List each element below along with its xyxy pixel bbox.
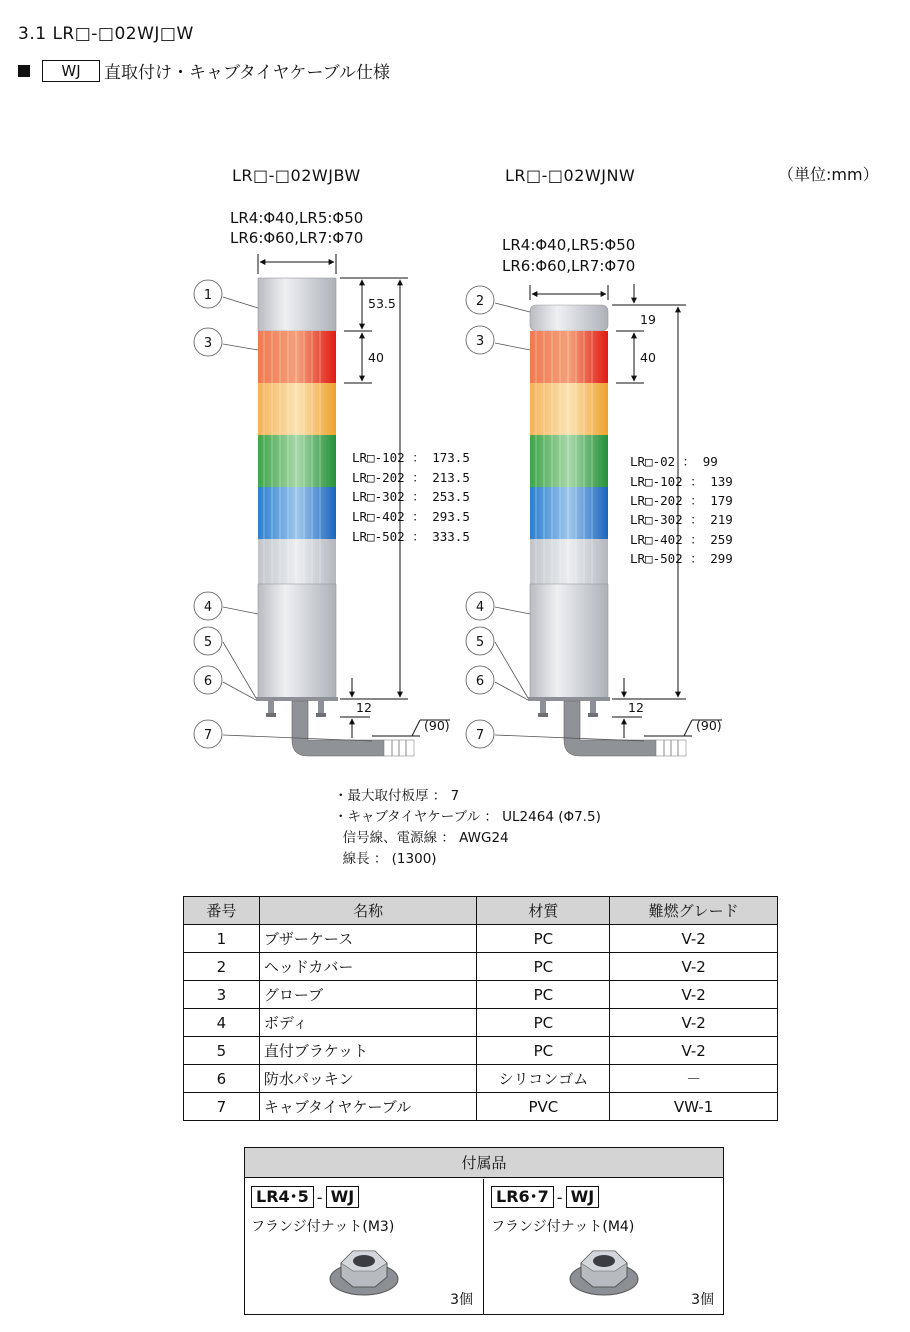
- right-height-1: LR□-02 ： 99: [630, 454, 718, 469]
- callout-4: 4: [203, 600, 213, 615]
- left-height-4: LR□-402 ： 293.5: [352, 509, 470, 524]
- right-tower: [528, 305, 686, 756]
- body: [258, 584, 336, 699]
- accessory-qty: 3個: [450, 1292, 473, 1308]
- table-row: 1 ブザーケース PC V-2: [184, 925, 778, 953]
- accessories-box: [244, 1147, 724, 1315]
- left-dim-cable: (90): [424, 718, 450, 733]
- parts-table: [183, 896, 778, 1121]
- callout-3: 3: [203, 336, 213, 351]
- accessory-qty: 3個: [691, 1292, 714, 1308]
- callout-6: 6: [475, 674, 485, 689]
- table-header-row: [184, 897, 778, 925]
- buzzer-case: [258, 278, 336, 331]
- left-dim-bottom: 12: [356, 700, 372, 715]
- table-row: 6 防水パッキン シリコンゴム －: [184, 1065, 778, 1093]
- tier-green: [258, 435, 336, 487]
- tier-clear: [258, 539, 336, 584]
- tier-blue: [258, 487, 336, 539]
- callout-3: 3: [475, 334, 485, 349]
- table-row: 5 直付ブラケット PC V-2: [184, 1037, 778, 1065]
- accessory-desc: フランジ付ナット(M3): [251, 1219, 395, 1235]
- left-drawing-title: LR□-□02WJBW: [232, 166, 361, 185]
- right-dia-1: LR4:Φ40,LR5:Φ50: [502, 236, 636, 254]
- accessory-item: [485, 1179, 724, 1315]
- header-number: 番号: [184, 897, 260, 925]
- right-height-5: LR□-402 ： 259: [630, 532, 733, 547]
- accessory-desc: フランジ付ナット(M4): [491, 1219, 635, 1235]
- flange-nut-icon: [567, 1241, 641, 1299]
- note-line: ・キャブタイヤケーブル ： UL2464 (Φ7.5): [334, 809, 601, 825]
- right-dim-bottom: 12: [628, 700, 644, 715]
- callout-5: 5: [475, 635, 485, 650]
- right-height-2: LR□-102 ： 139: [630, 474, 733, 489]
- left-height-5: LR□-502 ： 333.5: [352, 529, 470, 544]
- table-row: 3 グローブ PC V-2: [184, 981, 778, 1009]
- left-dia-1: LR4:Φ40,LR5:Φ50: [230, 209, 364, 227]
- right-drawing-title: LR□-□02WJNW: [505, 166, 636, 185]
- header-name: 名称: [259, 897, 477, 925]
- callout-6: 6: [203, 674, 213, 689]
- note-line: 線長 ： (1300): [334, 851, 437, 867]
- callout-7: 7: [475, 728, 485, 743]
- note-line: ・最大取付板厚 ： 7: [334, 788, 460, 804]
- left-height-3: LR□-302 ： 253.5: [352, 489, 470, 504]
- accessories-title: 付属品: [245, 1148, 723, 1178]
- flange-nut-icon: [327, 1241, 401, 1299]
- right-dim-top: 19: [640, 312, 656, 327]
- callout-7: 7: [203, 728, 213, 743]
- left-dia-2: LR6:Φ60,LR7:Φ70: [230, 229, 364, 247]
- right-dim-cable: (90): [696, 718, 722, 733]
- header-material: 材質: [477, 897, 610, 925]
- header-flame-grade: 難燃グレード: [610, 897, 778, 925]
- note-line: 信号線、電源線 ： AWG24: [334, 830, 509, 846]
- left-dim-top: 53.5: [368, 296, 396, 311]
- right-dia-2: LR6:Φ60,LR7:Φ70: [502, 257, 636, 275]
- callout-5: 5: [203, 635, 213, 650]
- callout-2: 2: [475, 294, 485, 309]
- tier-red: [258, 331, 336, 383]
- accessory-model: LR6･7 - WJ: [491, 1186, 599, 1208]
- packing: [256, 697, 338, 701]
- table-row: 4 ボディ PC V-2: [184, 1009, 778, 1037]
- left-dim-globe: 40: [368, 350, 384, 365]
- tier-amber: [258, 383, 336, 435]
- unit-label: （単位:mm）: [778, 165, 879, 184]
- accessory-item: [245, 1179, 484, 1315]
- right-height-4: LR□-302 ： 219: [630, 512, 733, 527]
- table-row: 7 キャブタイヤケーブル PVC VW-1: [184, 1093, 778, 1121]
- left-height-2: LR□-202 ： 213.5: [352, 470, 470, 485]
- callout-1: 1: [203, 288, 213, 303]
- subtitle-text: 直取付け・キャブタイヤケーブル仕様: [104, 63, 390, 83]
- section-heading: 3.1 LR□-□02WJ□W: [18, 24, 194, 44]
- accessory-model: LR4･5 - WJ: [251, 1186, 359, 1208]
- head-cover: [530, 305, 608, 331]
- right-height-6: LR□-502 ： 299: [630, 551, 733, 566]
- right-height-3: LR□-202 ： 179: [630, 493, 733, 508]
- code-box: WJ: [42, 60, 100, 82]
- right-dim-globe: 40: [640, 350, 656, 365]
- left-height-1: LR□-102 ： 173.5: [352, 450, 470, 465]
- spec-notes: [334, 786, 601, 870]
- table-row: 2 ヘッドカバー PC V-2: [184, 953, 778, 981]
- callout-4: 4: [475, 600, 485, 615]
